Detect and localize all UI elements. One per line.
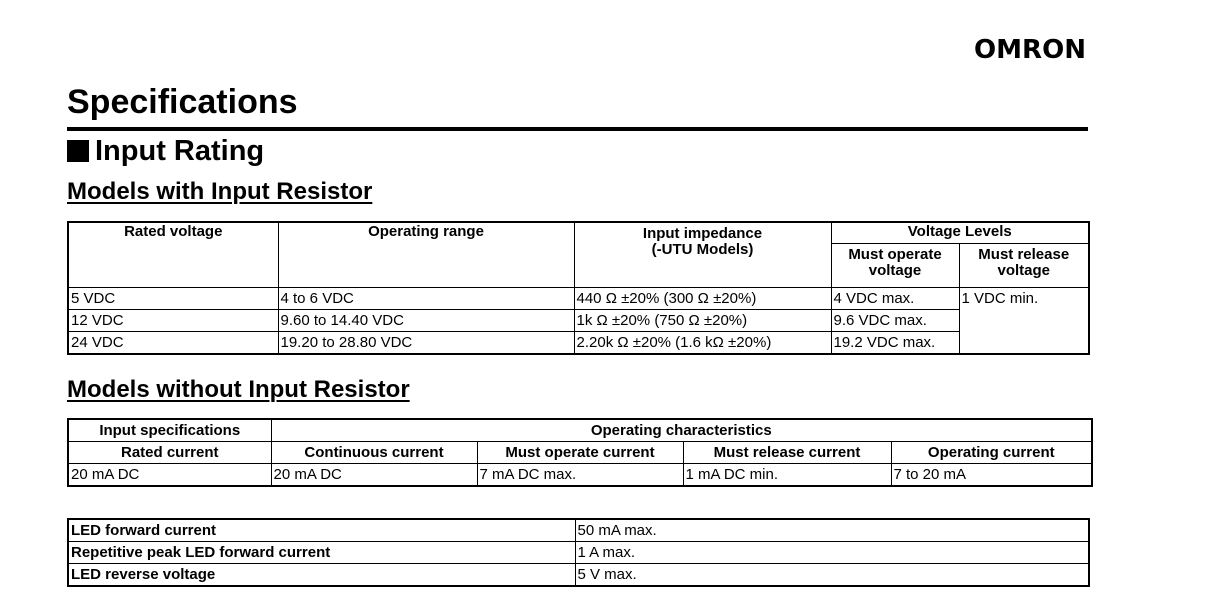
cell-must-operate-current: 7 mA DC max. xyxy=(477,464,683,487)
header-must-release-voltage xyxy=(959,244,1089,288)
header-must-release-line2: voltage xyxy=(997,262,1050,279)
cell-led-value: 50 mA max. xyxy=(575,519,1089,542)
cell-input-impedance: 2.20k Ω ±20% (1.6 kΩ ±20%) xyxy=(574,332,831,355)
header-input-specifications: Input specifications xyxy=(68,419,271,442)
cell-led-label: LED reverse voltage xyxy=(68,564,575,587)
cell-input-impedance: 440 Ω ±20% (300 Ω ±20%) xyxy=(574,288,831,310)
cell-operating-current: 7 to 20 mA xyxy=(891,464,1092,487)
cell-rated-current: 20 mA DC xyxy=(68,464,271,487)
cell-operating-range: 19.20 to 28.80 VDC xyxy=(278,332,574,355)
cell-operating-range: 4 to 6 VDC xyxy=(278,288,574,310)
header-must-release-line1: Must release xyxy=(978,246,1070,263)
without-resistor-table xyxy=(67,418,1093,487)
header-impedance-line1: Input impedance xyxy=(642,225,763,242)
cell-must-operate: 19.2 VDC max. xyxy=(831,332,959,355)
table-row xyxy=(68,519,1089,542)
with-resistor-title: Models with Input Resistor xyxy=(67,178,373,205)
header-must-operate-line2: voltage xyxy=(868,262,922,279)
table-row xyxy=(68,310,1089,332)
header-operating-range: Operating range xyxy=(278,222,574,288)
header-must-release-current: Must release current xyxy=(683,442,891,464)
header-rated-voltage: Rated voltage xyxy=(68,222,278,288)
header-must-operate-current: Must operate current xyxy=(477,442,683,464)
cell-led-label: Repetitive peak LED forward current xyxy=(68,542,575,564)
section-title xyxy=(67,134,264,168)
table-row xyxy=(68,542,1089,564)
cell-input-impedance: 1k Ω ±20% (750 Ω ±20%) xyxy=(574,310,831,332)
table-row xyxy=(68,564,1089,587)
cell-must-release-current: 1 mA DC min. xyxy=(683,464,891,487)
table-row xyxy=(68,332,1089,355)
bullet-square-icon xyxy=(67,140,89,162)
header-operating-characteristics: Operating characteristics xyxy=(271,419,1092,442)
cell-operating-range: 9.60 to 14.40 VDC xyxy=(278,310,574,332)
cell-rated-voltage: 24 VDC xyxy=(68,332,278,355)
table-row xyxy=(68,464,1092,487)
cell-continuous-current: 20 mA DC xyxy=(271,464,477,487)
cell-rated-voltage: 12 VDC xyxy=(68,310,278,332)
header-voltage-levels: Voltage Levels xyxy=(831,222,1089,244)
omron-logo xyxy=(974,33,1088,63)
cell-led-label: LED forward current xyxy=(68,519,575,542)
header-impedance-line2: (-UTU Models) xyxy=(651,241,754,258)
title-rule xyxy=(67,127,1088,131)
cell-must-release: 1 VDC min. xyxy=(959,288,1089,355)
section-title-text: Input Rating xyxy=(95,135,265,167)
table-row xyxy=(68,288,1089,310)
led-table xyxy=(67,518,1090,587)
header-must-operate-line1: Must operate xyxy=(848,246,942,263)
cell-led-value: 1 A max. xyxy=(575,542,1089,564)
cell-rated-voltage: 5 VDC xyxy=(68,288,278,310)
page-title: Specifications xyxy=(67,83,298,121)
header-continuous-current: Continuous current xyxy=(271,442,477,464)
header-must-operate-voltage xyxy=(831,244,959,288)
cell-must-operate: 4 VDC max. xyxy=(831,288,959,310)
with-resistor-table xyxy=(67,221,1090,355)
without-resistor-title: Models without Input Resistor xyxy=(67,376,410,403)
cell-must-operate: 9.6 VDC max. xyxy=(831,310,959,332)
header-operating-current: Operating current xyxy=(891,442,1092,464)
header-rated-current: Rated current xyxy=(68,442,271,464)
logo-text: OMRON xyxy=(974,35,1086,63)
cell-led-value: 5 V max. xyxy=(575,564,1089,587)
header-input-impedance xyxy=(574,222,831,288)
